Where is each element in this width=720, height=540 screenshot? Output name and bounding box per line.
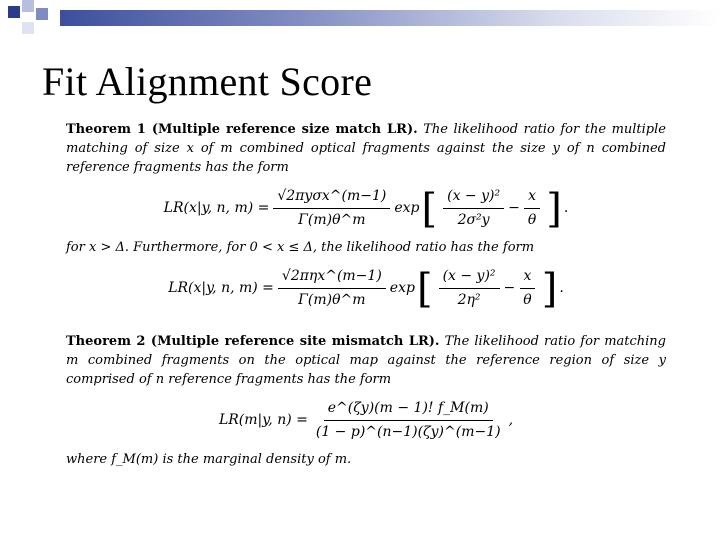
eq1-inner-numerator: (x − y)² bbox=[443, 187, 504, 209]
eq3-denominator: (1 − p)^(n−1)(ζy)^(m−1) bbox=[315, 424, 501, 440]
eq2-inner-numerator: (x − y)² bbox=[439, 267, 500, 289]
eq3-numerator: e^(ζy)(m − 1)! f_M(m) bbox=[324, 399, 493, 421]
slide-title: Fit Alignment Score bbox=[42, 59, 373, 104]
eq2-minus: − bbox=[503, 280, 516, 296]
eq1-x-fraction bbox=[524, 187, 540, 230]
eq1-right-bracket: ] bbox=[546, 185, 562, 232]
eq1-x-denominator: θ bbox=[527, 212, 537, 228]
eq1-fraction bbox=[273, 187, 390, 230]
eq1-period: . bbox=[563, 200, 569, 216]
eq3-fraction bbox=[312, 399, 505, 442]
spacer bbox=[66, 318, 666, 332]
title-bar-gradient bbox=[60, 10, 720, 26]
deco-square bbox=[8, 6, 20, 18]
deco-square bbox=[22, 22, 34, 34]
eq2-x-numerator: x bbox=[520, 267, 536, 289]
deco-square bbox=[36, 8, 48, 20]
deco-square bbox=[22, 0, 34, 12]
eq2-x-denominator: θ bbox=[523, 292, 532, 308]
eq1-minus: − bbox=[508, 200, 520, 216]
eq2-lhs: LR(x|y, n, m) = bbox=[168, 280, 274, 296]
eq2-inner-denominator: 2η² bbox=[457, 292, 481, 308]
eq2-exp: exp bbox=[389, 280, 415, 296]
eq1-inner-denominator: 2σ²y bbox=[457, 212, 490, 228]
theorem-1-middle-text: for x > Δ. Furthermore, for 0 < x ≤ Δ, the likelihood ratio has the form bbox=[66, 240, 535, 255]
theorem-1-statement: The likelihood ratio for the multiple matching of size x of m combined optical fragments against the size y of n combined reference fragments has the form bbox=[66, 122, 666, 175]
equation-2 bbox=[66, 267, 666, 310]
eq1-x-numerator: x bbox=[524, 187, 540, 209]
eq1-inner-fraction bbox=[443, 187, 504, 230]
eq1-exp: exp bbox=[394, 200, 420, 216]
eq2-period: . bbox=[559, 280, 564, 296]
eq3-comma: , bbox=[508, 412, 514, 428]
theorem-2-footer: where f_M(m) is the marginal density of m. bbox=[66, 452, 352, 467]
eq2-numerator: √2πηx^(m−1) bbox=[278, 267, 386, 289]
equation-3 bbox=[66, 399, 666, 442]
eq3-lhs: LR(m|y, n) = bbox=[218, 412, 308, 428]
eq2-denominator: Γ(m)θ^m bbox=[298, 292, 366, 308]
eq2-x-fraction bbox=[519, 267, 535, 310]
eq2-left-bracket: [ bbox=[416, 265, 433, 312]
theorem-content bbox=[66, 120, 666, 469]
theorem-1-heading: Theorem 1 (Multiple reference size match LR). bbox=[66, 122, 418, 137]
theorem-1 bbox=[66, 120, 666, 177]
equation-1 bbox=[66, 187, 666, 230]
eq1-left-bracket: [ bbox=[421, 185, 438, 232]
theorem-2-heading: Theorem 2 (Multiple reference site mismatch LR). bbox=[66, 334, 440, 349]
theorem-2 bbox=[66, 332, 666, 389]
eq2-fraction bbox=[278, 267, 386, 310]
title-decoration bbox=[0, 0, 720, 40]
eq1-denominator: Γ(m)θ^m bbox=[298, 212, 366, 228]
eq2-right-bracket: ] bbox=[541, 265, 558, 312]
eq1-numerator: √2πyσx^(m−1) bbox=[273, 187, 390, 209]
eq2-inner-fraction bbox=[439, 267, 500, 310]
theorem-2-statement: The likelihood ratio for matching m combined fragments on the optical map against the reference region of size y comprised of n reference fragments has the form bbox=[66, 334, 667, 387]
eq1-lhs: LR(x|y, n, m) = bbox=[163, 200, 270, 216]
